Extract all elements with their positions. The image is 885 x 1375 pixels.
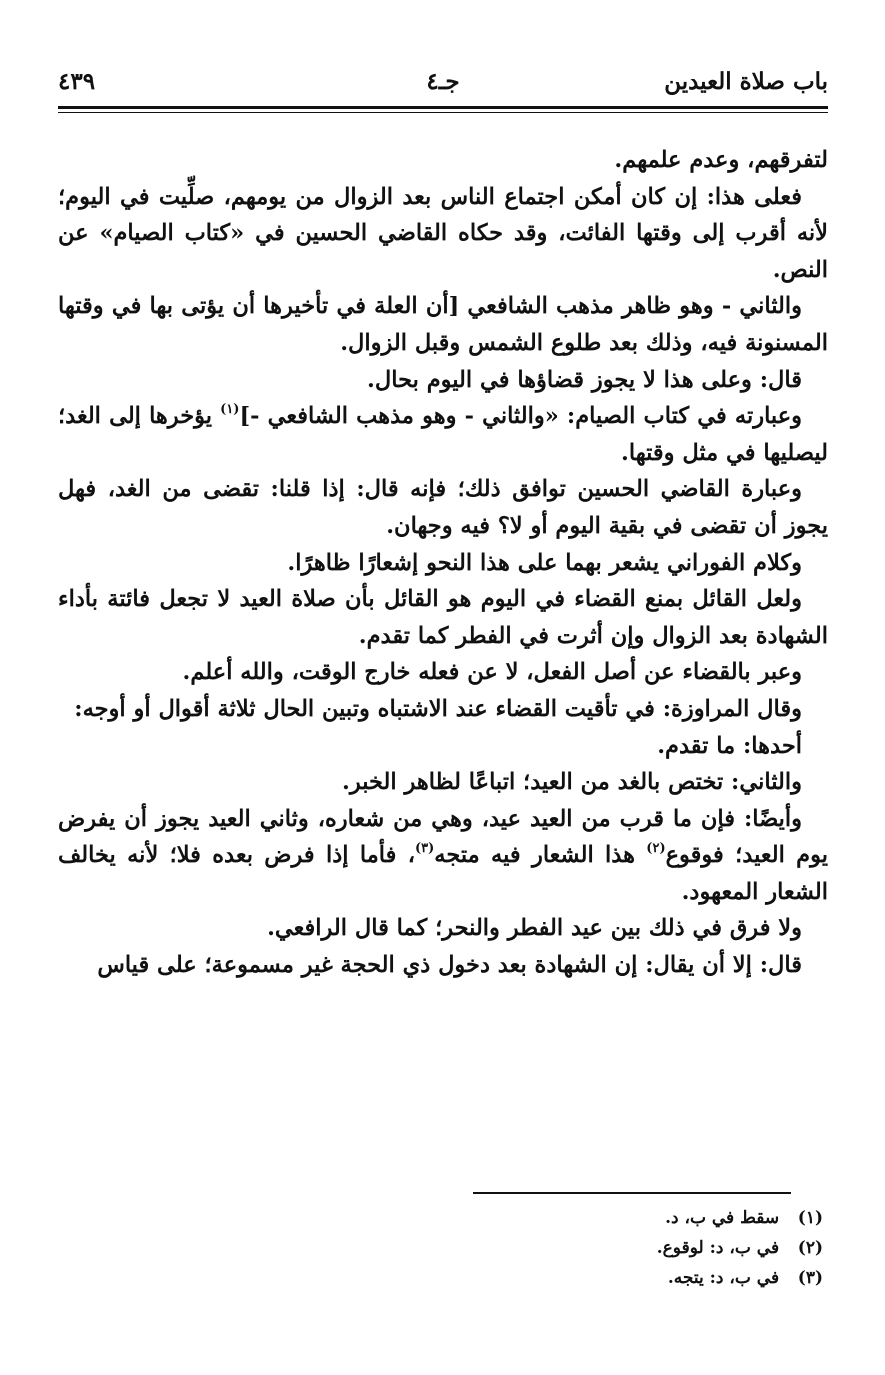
paragraph-text: وعبارته في كتاب الصيام: «والثاني - وهو مذهب الشافعي -]: [239, 403, 803, 430]
paragraph-text: ، فأما إذا فرض بعده فلا؛ لأنه يخالف الشعار المعهود.: [58, 842, 828, 905]
page-number: ٤٣٩: [58, 68, 96, 95]
footnote-text: سقط في ب، د.: [665, 1208, 780, 1228]
paragraph: قال: وعلى هذا لا يجوز قضاؤها في اليوم بحال.: [367, 366, 802, 393]
main-text: [58, 142, 828, 984]
paragraph-text: يؤخرها إلى الغد؛ ليصليها في مثل وقتها.: [58, 403, 828, 466]
footnote-marker: (٢): [646, 841, 666, 857]
paragraph: والثاني: تختص بالغد من العيد؛ اتباعًا لظاهر الخبر.: [342, 769, 802, 796]
paragraph-text: وأيضًا: فإن ما قرب من العيد عيد، وهي من شعاره، وثاني العيد يجوز أن يفرض يوم العيد؛ فوقوع: [58, 805, 828, 869]
paragraph: قال: إلا أن يقال: إن الشهادة بعد دخول ذي الحجة غير مسموعة؛ على قياس: [97, 952, 802, 979]
footnote: [58, 1233, 823, 1263]
volume-label: جـ٤: [426, 68, 460, 95]
footnote-separator: [473, 1192, 791, 1194]
footnote: [58, 1203, 823, 1233]
paragraph: [58, 398, 828, 471]
footnote: [58, 1263, 823, 1293]
paragraph: [58, 801, 828, 911]
header-rule-thin: [58, 112, 828, 113]
paragraph: أحدها: ما تقدم.: [657, 732, 802, 759]
paragraph: ولعل القائل بمنع القضاء في اليوم هو القائل بأن صلاة العيد لا تجعل فائتة بأداء الشهادة بعد الزوال وإن أثرت في الفطر كما تقدم.: [58, 586, 828, 649]
paragraph: ولا فرق في ذلك بين عيد الفطر والنحر؛ كما قال الرافعي.: [267, 915, 802, 942]
paragraph: وقال المراوزة: في تأقيت القضاء عند الاشتباه وتبين الحال ثلاثة أقوال أو أوجه:: [74, 695, 802, 722]
footnote-number: (١): [797, 1208, 823, 1228]
footnotes: [58, 1203, 823, 1293]
footnote-number: (٣): [797, 1268, 823, 1288]
paragraph: لتفرقهم، وعدم علمهم.: [614, 147, 828, 173]
footnote-number: (٢): [797, 1238, 823, 1258]
paragraph-text: هذا الشعار فيه متجه: [434, 842, 647, 869]
paragraph: وعبارة القاضي الحسين توافق ذلك؛ فإنه قال: إذا قلنا: تقضى من الغد، فهل يجوز أن تقضى في بقية اليوم أو لا؟ فيه وجهان.: [58, 476, 828, 539]
chapter-title: باب صلاة العيدين: [664, 68, 828, 95]
footnote-text: في ب، د: لوقوع.: [656, 1238, 780, 1258]
footnote-text: في ب، د: يتجه.: [667, 1268, 780, 1288]
paragraph: والثاني - وهو ظاهر مذهب الشافعي [أن العلة في تأخيرها أن يؤتى بها في وقتها المسنونة فيه، وذلك بعد طلوع الشمس وقبل الزوال.: [58, 293, 828, 356]
header-rule-thick: [58, 106, 828, 109]
paragraph: فعلى هذا: إن كان أمكن اجتماع الناس بعد الزوال من يومهم، صلِّيت في اليوم؛ لأنه أقرب إلى وقتها الفائت، وقد حكاه القاضي الحسين في «كتاب الصيام» عن النص.: [58, 183, 828, 283]
paragraph: وعبر بالقضاء عن أصل الفعل، لا عن فعله خارج الوقت، والله أعلم.: [182, 659, 802, 686]
footnote-marker: (١): [220, 402, 240, 418]
footnote-marker: (٣): [414, 841, 435, 857]
paragraph: وكلام الفوراني يشعر بهما على هذا النحو إشعارًا ظاهرًا.: [287, 549, 802, 576]
running-header: [58, 66, 828, 102]
